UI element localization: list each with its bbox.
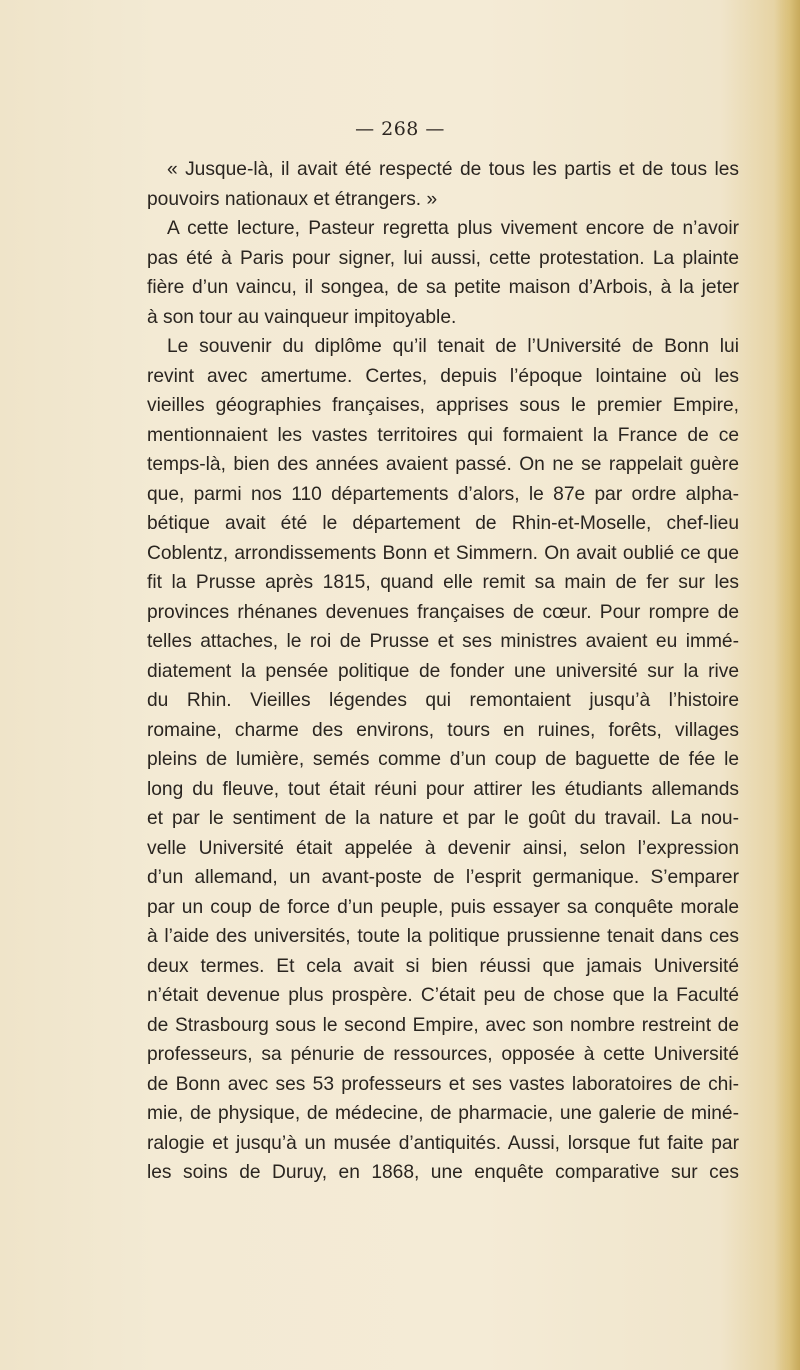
text-line: pas été à Paris pour signer, lui aussi, cette protestation. La plainte (147, 247, 739, 269)
text-line: deux termes. Et cela avait si bien réussi que jamais Université (147, 955, 739, 977)
text-line: Coblentz, arrondissements Bonn et Simmern. On avait oublié ce que (147, 542, 739, 564)
text-line: ralogie et jusqu’à un musée d’antiquités. Aussi, lorsque fut faite par (147, 1132, 739, 1154)
text-line: les soins de Duruy, en 1868, une enquête comparative sur ces (147, 1162, 739, 1183)
text-line: revint avec amertume. Certes, depuis l’époque lointaine où les (147, 365, 739, 387)
text-line: fit la Prusse après 1815, quand elle remit sa main de fer sur les (147, 572, 739, 593)
text-line: pleins de lumière, semés comme d’un coup de baguette de fée le (147, 749, 739, 770)
text-line: A cette lecture, Pasteur regretta plus vivement encore de n’avoir (167, 218, 739, 239)
text-line: d’un allemand, un avant-poste de l’esprit germanique. S’emparer (147, 867, 739, 888)
text-line: romaine, charme des environs, tours en ruines, forêts, villages (147, 719, 739, 741)
text-line: telles attaches, le roi de Prusse et ses ministres avaient eu immé- (147, 631, 739, 652)
text-line: bétique avait été le département de Rhin-et-Moselle, chef-lieu (147, 513, 739, 534)
text-line: « Jusque-là, il avait été respecté de tous les partis et de tous les (167, 159, 739, 180)
text-line: professeurs, sa pénurie de ressources, opposée à cette Université (147, 1044, 739, 1065)
text-line: de Strasbourg sous le second Empire, avec son nombre restreint de (147, 1014, 739, 1036)
text-line: par un coup de force d’un peuple, puis essayer sa conquête morale (147, 896, 739, 918)
text-line: velle Université était appelée à devenir ainsi, selon l’expression (147, 837, 739, 859)
page-edge-stain (774, 0, 800, 1370)
text-line: que, parmi nos 110 départements d’alors, le 87e par ordre alpha- (147, 483, 739, 505)
text-line: vieilles géographies françaises, apprises sous le premier Empire, (147, 395, 739, 416)
text-line: diatement la pensée politique de fonder une université sur la rive (147, 660, 739, 682)
text-line: pouvoirs nationaux et étrangers. » (147, 188, 438, 210)
text-line: mentionnaient les vastes territoires qui formaient la France de ce (147, 424, 739, 446)
text-line: long du fleuve, tout était réuni pour attirer les étudiants allemands (147, 778, 739, 800)
text-line: de Bonn avec ses 53 professeurs et ses vastes laboratoires de chi- (147, 1073, 739, 1095)
text-line: à l’aide des universités, toute la politique prussienne tenait dans ces (147, 926, 739, 947)
text-line: du Rhin. Vieilles légendes qui remontaient jusqu’à l’histoire (147, 690, 739, 711)
text-line: provinces rhénanes devenues françaises de cœur. Pour rompre de (147, 601, 739, 623)
text-line: à son tour au vainqueur impitoyable. (147, 306, 457, 328)
text-line: Le souvenir du diplôme qu’il tenait de l’Université de Bonn lui (167, 336, 739, 357)
text-line: temps-là, bien des années avaient passé. On ne se rappelait guère (147, 454, 739, 475)
text-line: mie, de physique, de médecine, de pharmacie, une galerie de miné- (147, 1103, 739, 1124)
text-line: fière d’un vaincu, il songea, de sa petite maison d’Arbois, à la jeter (147, 277, 739, 298)
body-text (147, 155, 739, 1188)
page-number: — 268 — (355, 118, 445, 140)
text-line: n’était devenue plus prospère. C’était peu de chose que la Faculté (147, 985, 739, 1006)
text-line: et par le sentiment de la nature et par le goût du travail. La nou- (147, 808, 739, 829)
